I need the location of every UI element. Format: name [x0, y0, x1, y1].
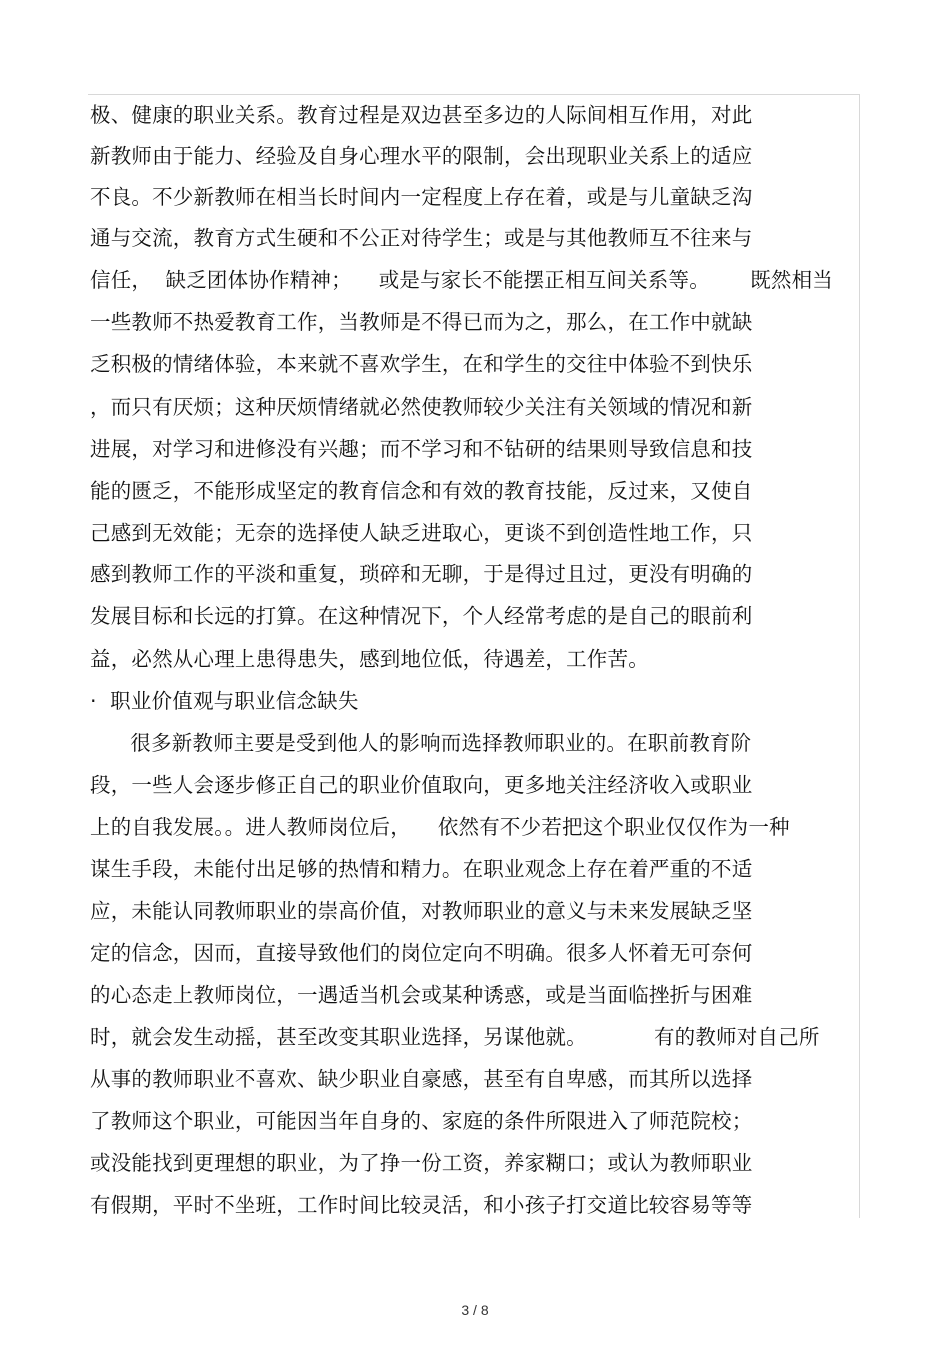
text-line: 很多新教师主要是受到他人的影响而选择教师职业的。在职前教育阶 — [90, 731, 752, 755]
text-line: 的心态走上教师岗位，一遇适当机会或某种诱惑，或是当面临挫折与困难 — [90, 983, 753, 1007]
text-line: 信任， 缺乏团体协作精神； 或是与家长不能摆正相互间关系等。 既然相当 — [90, 268, 833, 292]
text-line: 了教师这个职业，可能因当年自身的、家庭的条件所限进入了师范院校； — [90, 1109, 753, 1133]
text-line: 应，未能认同教师职业的崇高价值，对教师职业的意义与未来发展缺乏坚 — [90, 899, 753, 923]
text-line: 定的信念，因而，直接导致他们的岗位定向不明确。很多人怀着无可奈何 — [90, 941, 753, 965]
text-line: 不良。不少新教师在相当长时间内一定程度上存在着，或是与儿童缺乏沟 — [90, 185, 753, 209]
text-line: 通与交流，教育方式生硬和不公正对待学生；或是与其他教师互不往来与 — [90, 226, 753, 250]
text-line: 发展目标和长远的打算。在这种情况下，个人经常考虑的是自己的眼前利 — [90, 604, 753, 628]
section-heading: · 职业价值观与职业信念缺失 — [90, 689, 359, 713]
text-line: 段，一些人会逐步修正自己的职业价值取向，更多地关注经济收入或职业 — [90, 773, 753, 797]
text-line: 从事的教师职业不喜欢、缺少职业自豪感，甚至有自卑感，而其所以选择 — [90, 1067, 753, 1091]
text-line: 谋生手段，未能付出足够的热情和精力。在职业观念上存在着严重的不适 — [90, 857, 753, 881]
text-line: ，而只有厌烦；这种厌烦情绪就必然使教师较少关注有关领域的情况和新 — [90, 395, 753, 419]
text-line: 或没能找到更理想的职业，为了挣一份工资，养家糊口；或认为教师职业 — [90, 1151, 753, 1175]
text-line: 有假期，平时不坐班，工作时间比较灵活，和小孩子打交道比较容易等等 — [90, 1193, 753, 1217]
text-line: 新教师由于能力、经验及自身心理水平的限制，会出现职业关系上的适应 — [90, 144, 753, 168]
text-line: 时，就会发生动摇，甚至改变其职业选择，另谋他就。 有的教师对自己所 — [90, 1025, 820, 1049]
text-line: 感到教师工作的平淡和重复，琐碎和无聊，于是得过且过，更没有明确的 — [90, 562, 753, 586]
text-line: 极、健康的职业关系。教育过程是双边甚至多边的人际间相互作用，对此 — [90, 103, 753, 127]
page-number: 3 / 8 — [461, 1302, 489, 1318]
text-line: 益，必然从心理上患得患失，感到地位低，待遇差，工作苦。 — [90, 647, 649, 671]
text-line: 己感到无效能；无奈的选择使人缺乏进取心，更谈不到创造性地工作，只 — [90, 521, 753, 545]
text-line: 能的匮乏，不能形成坚定的教育信念和有效的教育技能，反过来，又使自 — [90, 479, 753, 503]
text-line: 上的自我发展。。进人教师岗位后， 依然有不少若把这个职业仅仅作为一种 — [90, 815, 790, 839]
text-line: 进展，对学习和进修没有兴趣；而不学习和不钻研的结果则导致信息和技 — [90, 437, 753, 461]
text-line: 乏积极的情绪体验，本来就不喜欢学生，在和学生的交往中体验不到快乐 — [90, 352, 753, 376]
text-line: 一些教师不热爱教育工作，当教师是不得已而为之，那么，在工作中就缺 — [90, 310, 753, 334]
